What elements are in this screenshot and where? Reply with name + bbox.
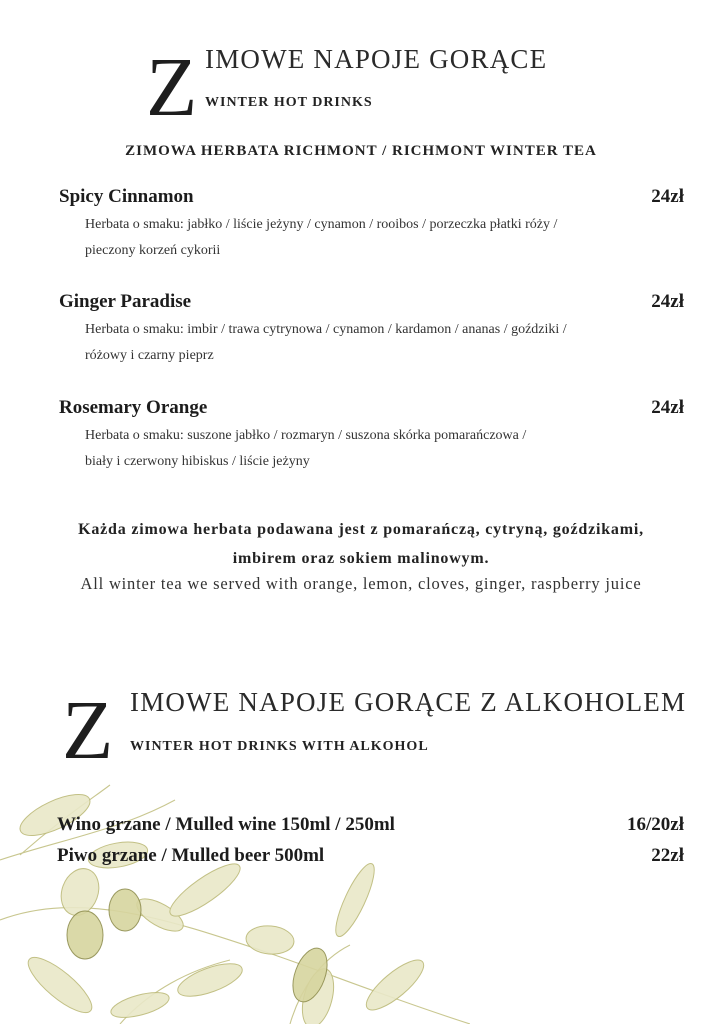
menu-item-name: Spicy Cinnamon <box>59 186 194 207</box>
olive-branch-illustration <box>0 770 470 1024</box>
note-line: Każda zimowa herbata podawana jest z pomarańczą, cytryną, goździkami, <box>78 521 644 538</box>
menu-item-price: 24zł <box>651 291 684 312</box>
description-line: biały i czerwony hibiskus / liście jeżyny <box>85 454 310 469</box>
drink-item-name: Piwo grzane / Mulled beer 500ml <box>57 845 325 866</box>
tea-note-polish <box>0 515 722 573</box>
menu-item-description <box>85 317 645 369</box>
description-line: Herbata o smaku: suszone jabłko / rozmaryn / suszona skórka pomarańczowa / <box>85 428 527 443</box>
description-line: Herbata o smaku: imbir / trawa cytrynowa / cynamon / kardamon / ananas / goździki / <box>85 322 567 337</box>
section-title: IMOWE NAPOJE GORĄCE Z ALKOHOLEM <box>130 687 687 717</box>
description-line: Herbata o smaku: jabłko / liście jeżyny / cynamon / rooibos / porzeczka płatki róży / <box>85 217 558 232</box>
section-subtitle: WINTER HOT DRINKS WITH ALKOHOL <box>130 739 429 754</box>
menu-item-description <box>85 423 645 475</box>
menu-item-name: Ginger Paradise <box>59 291 192 312</box>
drink-item-price: 22zł <box>651 845 684 866</box>
note-line: imbirem oraz sokiem malinowym. <box>232 550 490 567</box>
title-initial: Z <box>62 684 114 777</box>
menu-item-name: Rosemary Orange <box>59 397 208 418</box>
menu-item-description <box>85 212 645 264</box>
menu-item-price: 24zł <box>651 186 684 207</box>
description-line: różowy i czarny pieprz <box>85 348 214 363</box>
tea-section-header: ZIMOWA HERBATA RICHMONT / RICHMONT WINTER TEA <box>125 143 597 159</box>
page-subtitle: WINTER HOT DRINKS <box>205 95 373 110</box>
description-line: pieczony korzeń cykorii <box>85 243 221 258</box>
tea-note-english: All winter tea we served with orange, lemon, cloves, ginger, raspberry juice <box>80 574 642 593</box>
page-title: IMOWE NAPOJE GORĄCE <box>205 44 548 74</box>
menu-item-price: 24zł <box>651 397 684 418</box>
title-initial: Z <box>146 41 198 134</box>
drink-item-name: Wino grzane / Mulled wine 150ml / 250ml <box>57 814 395 835</box>
drink-item-price: 16/20zł <box>627 814 684 835</box>
